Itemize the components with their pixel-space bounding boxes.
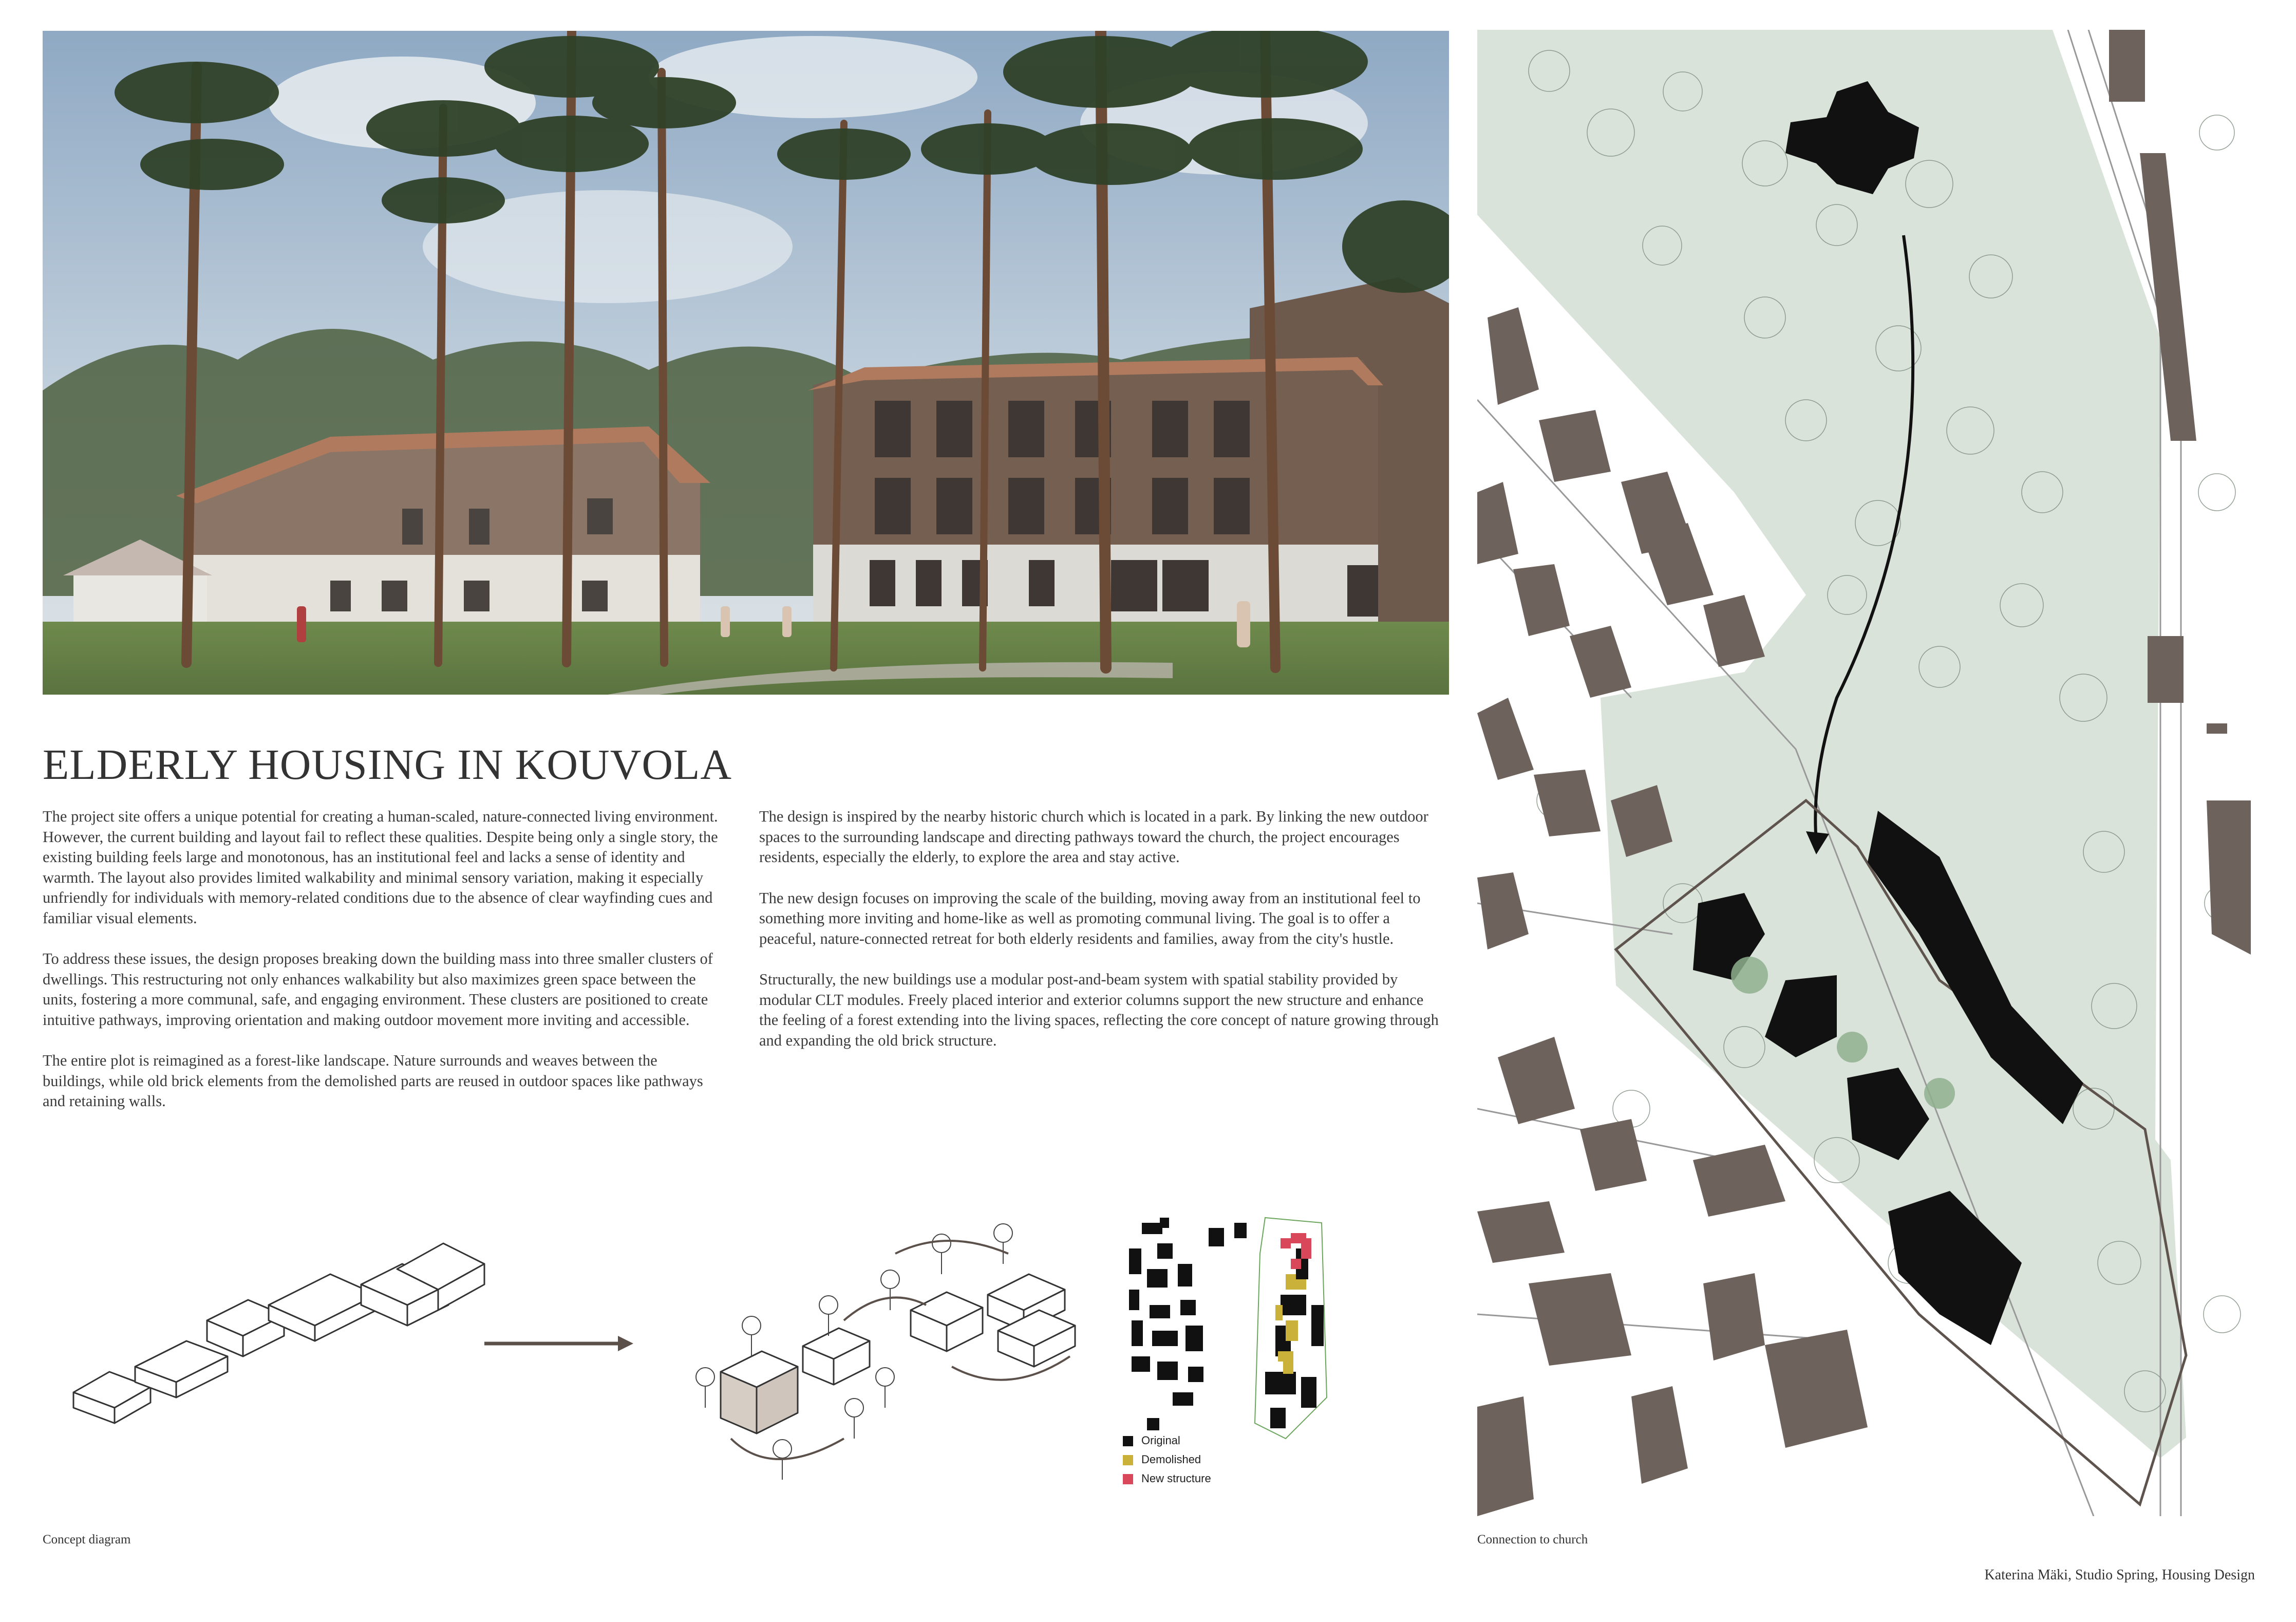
legend-demolished-label: Demolished (1141, 1453, 1201, 1466)
paragraph-structure: Structurally, the new buildings use a modular post-and-beam system with spatial stability provided by modular CLT modules. Freely placed interior and exterior columns support the new structure and enhance the feeling of a forest extending into the living spaces, reflecting the core concept of nature growing through and expanding the old brick structure. (759, 971, 1439, 1049)
paragraph-scale: The new design focuses on improving the scale of the building, moving away from an institutional feel to something more inviting and home-like as well as promoting communal living. The goal is to offer a peaceful, nature-connected retreat for both elderly residents and families, away from the city's hustle. (759, 889, 1421, 947)
legend-original (1123, 1434, 1180, 1447)
map-caption: Connection to church (1477, 1533, 1588, 1546)
legend-new-structure-swatch (1123, 1474, 1133, 1484)
hero-rendering-image (43, 31, 1449, 695)
legend-demolished (1123, 1453, 1201, 1466)
paragraph-clusters: To address these issues, the design proposes breaking down the building mass into three smaller clusters of dwellings. This restructuring not only enhances walkability but also maximizes green space between the units, fostering a more communal, safe, and engaging environment. These clusters are positioned to create intuitive pathways, improving orientation and making outdoor movement more inviting and accessible. (43, 950, 713, 1029)
description-right-column (759, 807, 1442, 1071)
paragraph-forest-landscape: The entire plot is reimagined as a forest-like landscape. Nature surrounds and weaves between the buildings, while old brick elements from the demolished parts are reused in outdoor spaces like pathways and retaining walls. (43, 1052, 703, 1110)
site-map (1477, 30, 2251, 1516)
legend-original-swatch (1123, 1436, 1133, 1446)
legend-demolished-swatch (1123, 1455, 1133, 1465)
legend-new-structure-label: New structure (1141, 1472, 1211, 1485)
paragraph-site-potential: The project site offers a unique potential for creating a human-scaled, nature-connected living environment. However, the current building and layout fail to reflect these qualities. Despite being only a single story, the existing building feels large and monotonous, has an institutional feel and lacks a sense of identity and warmth. The layout also provides limited walkability and minimal sensory variation, making it especially unfriendly for individuals with memory-related conditions due to the absence of clear wayfinding cues and familiar visual elements. (43, 808, 718, 927)
original-massing-drawing (73, 1243, 484, 1423)
page-title: ELDERLY HOUSING IN KOUVOLA (43, 741, 732, 789)
paragraph-church-inspiration: The design is inspired by the nearby historic church which is located in a park. By linking the new outdoor spaces to the surrounding landscape and directing pathways toward the church, the project encourages residents, especially the elderly, to explore the area and stay active. (759, 808, 1428, 866)
concept-diagram (43, 1151, 1449, 1541)
site-plan-diagram (1129, 1218, 1327, 1439)
legend-new-structure (1123, 1472, 1211, 1485)
transformation-arrow (484, 1336, 633, 1351)
description-left-column (43, 807, 721, 1132)
concept-diagram-caption: Concept diagram (43, 1533, 131, 1546)
legend-original-label: Original (1141, 1434, 1180, 1447)
author-credit: Katerina Mäki, Studio Spring, Housing Design (1984, 1567, 2255, 1583)
